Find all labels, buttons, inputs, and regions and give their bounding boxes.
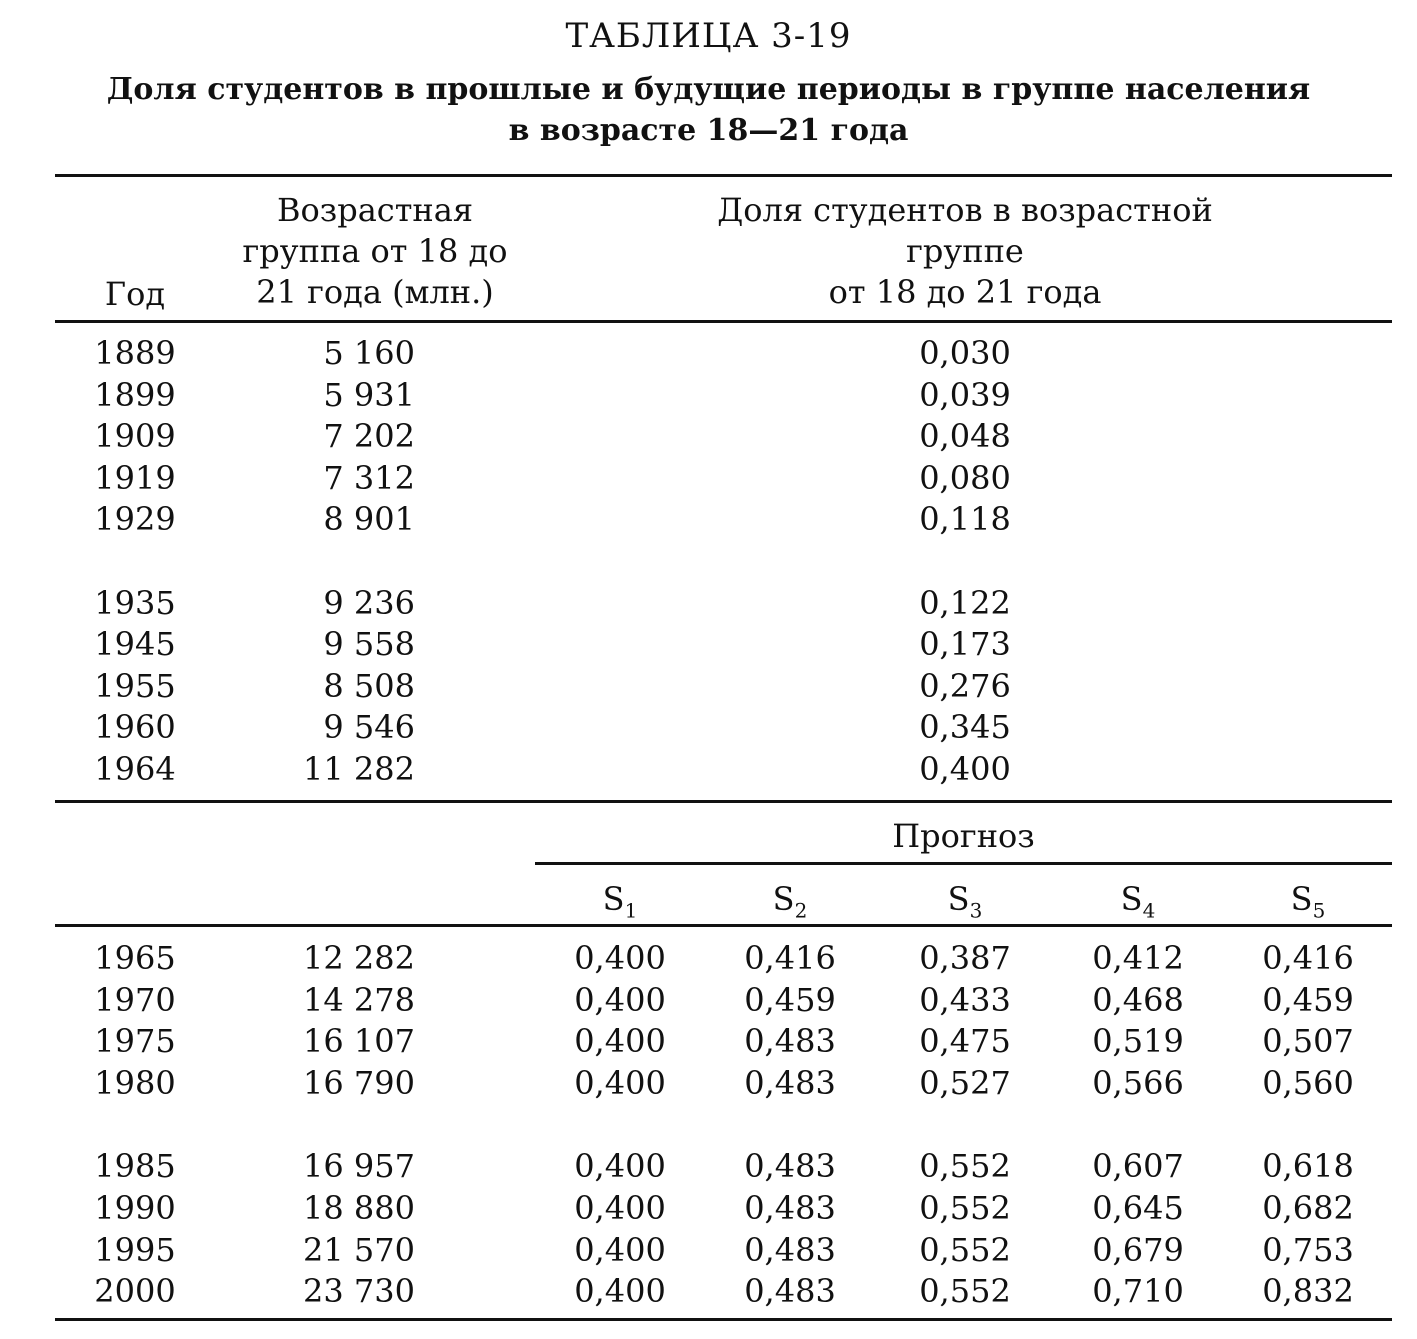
scenario-s1-cell: 0,400	[574, 981, 666, 1019]
year-cell: 1889	[94, 334, 176, 372]
age-group-cell: 18 880	[303, 1189, 415, 1227]
header-share-line: группе	[906, 232, 1024, 270]
share-cell: 0,039	[919, 376, 1011, 414]
header-age-group-line: Возрастная	[276, 191, 473, 229]
scenario-s3-cell: 0,433	[919, 981, 1011, 1019]
age-group-cell: 23 730	[303, 1272, 415, 1310]
scenario-s4-cell: 0,566	[1092, 1064, 1184, 1102]
year-cell: 1990	[94, 1189, 176, 1227]
scenario-s5-cell: 0,618	[1262, 1147, 1354, 1185]
scenario-index: 4	[1142, 898, 1156, 923]
scenario-index: 1	[624, 898, 638, 923]
forecast-rule	[535, 862, 1392, 865]
share-cell: 0,345	[919, 708, 1011, 746]
share-cell: 0,080	[919, 459, 1011, 497]
scenario-letter: S	[947, 880, 970, 918]
historical-bottom-rule	[55, 800, 1392, 803]
share-cell: 0,118	[919, 500, 1011, 538]
scenario-s4-cell: 0,519	[1092, 1022, 1184, 1060]
year-cell: 1929	[94, 500, 176, 538]
share-cell: 0,276	[919, 667, 1011, 705]
scenario-s3-cell: 0,552	[919, 1272, 1011, 1310]
age-group-cell: 7 202	[323, 417, 415, 455]
share-cell: 0,173	[919, 625, 1011, 663]
year-cell: 2000	[94, 1272, 176, 1310]
scenario-s4-cell: 0,607	[1092, 1147, 1184, 1185]
year-cell: 1960	[94, 708, 176, 746]
age-group-cell: 8 901	[323, 500, 415, 538]
scenario-s4-cell: 0,412	[1092, 939, 1184, 977]
year-cell: 1919	[94, 459, 176, 497]
age-group-cell: 16 790	[303, 1064, 415, 1102]
year-cell: 1980	[94, 1064, 176, 1102]
scenario-s1-cell: 0,400	[574, 1022, 666, 1060]
scenario-index: 2	[794, 898, 808, 923]
share-cell: 0,122	[919, 584, 1011, 622]
scenario-index: 5	[1312, 898, 1326, 923]
year-cell: 1995	[94, 1231, 176, 1269]
scenario-s3-cell: 0,475	[919, 1022, 1011, 1060]
scenario-s3-cell: 0,552	[919, 1147, 1011, 1185]
age-group-cell: 7 312	[323, 459, 415, 497]
year-cell: 1975	[94, 1022, 176, 1060]
share-cell: 0,400	[919, 750, 1011, 788]
scenario-index: 3	[969, 898, 983, 923]
header-age-group-line: 21 года (млн.)	[256, 273, 494, 311]
top-rule	[55, 174, 1392, 177]
scenario-s1-cell: 0,400	[574, 1272, 666, 1310]
scenario-s5-cell: 0,459	[1262, 981, 1354, 1019]
scenario-s2-cell: 0,483	[744, 1147, 836, 1185]
age-group-cell: 16 957	[303, 1147, 415, 1185]
year-cell: 1965	[94, 939, 176, 977]
scenario-s3-cell: 0,387	[919, 939, 1011, 977]
year-cell: 1945	[94, 625, 176, 663]
header-rule	[55, 320, 1392, 323]
scenario-letter: S	[602, 880, 625, 918]
scenario-s2-cell: 0,483	[744, 1272, 836, 1310]
scenario-s2-cell: 0,483	[744, 1022, 836, 1060]
scenario-s2-cell: 0,459	[744, 981, 836, 1019]
scenario-s1-cell: 0,400	[574, 1147, 666, 1185]
scenario-s3-cell: 0,552	[919, 1231, 1011, 1269]
table-subtitle-line1: Доля студентов в прошлые и будущие периоды в группе населения	[106, 72, 1311, 107]
table-title: ТАБЛИЦА 3-19	[565, 16, 852, 56]
scenario-header-s5	[1248, 878, 1368, 931]
scenario-s1-cell: 0,400	[574, 1064, 666, 1102]
age-group-cell: 9 558	[323, 625, 415, 663]
age-group-cell: 5 160	[323, 334, 415, 372]
share-cell: 0,048	[919, 417, 1011, 455]
scenario-s4-cell: 0,710	[1092, 1272, 1184, 1310]
header-year: Год	[104, 275, 166, 313]
year-cell: 1985	[94, 1147, 176, 1185]
scenario-s2-cell: 0,483	[744, 1231, 836, 1269]
scenario-s2-cell: 0,483	[744, 1064, 836, 1102]
scenario-s5-cell: 0,832	[1262, 1272, 1354, 1310]
scenario-letter: S	[1120, 880, 1143, 918]
header-forecast: Прогноз	[892, 817, 1035, 855]
scenario-s1-cell: 0,400	[574, 1231, 666, 1269]
age-group-cell: 12 282	[303, 939, 415, 977]
year-cell: 1964	[94, 750, 176, 788]
scenario-letter: S	[1290, 880, 1313, 918]
scenario-s3-cell: 0,527	[919, 1064, 1011, 1102]
scenario-letter: S	[772, 880, 795, 918]
header-age-group-line: группа от 18 до	[242, 232, 508, 270]
header-share-line: Доля студентов в возрастной	[717, 191, 1213, 229]
age-group-cell: 9 236	[323, 584, 415, 622]
year-cell: 1955	[94, 667, 176, 705]
year-cell: 1935	[94, 584, 176, 622]
age-group-cell: 9 546	[323, 708, 415, 746]
share-cell: 0,030	[919, 334, 1011, 372]
scenario-header-s4	[1078, 878, 1198, 931]
scenario-s4-cell: 0,645	[1092, 1189, 1184, 1227]
age-group-cell: 16 107	[303, 1022, 415, 1060]
scenario-s3-cell: 0,552	[919, 1189, 1011, 1227]
year-cell: 1899	[94, 376, 176, 414]
scenario-header-s3	[905, 878, 1025, 931]
scenario-s1-cell: 0,400	[574, 939, 666, 977]
year-cell: 1909	[94, 417, 176, 455]
bottom-rule	[55, 1318, 1392, 1321]
scenario-s5-cell: 0,560	[1262, 1064, 1354, 1102]
scenario-header-s2	[730, 878, 850, 931]
age-group-cell: 21 570	[303, 1231, 415, 1269]
age-group-cell: 5 931	[323, 376, 415, 414]
header-share-line: от 18 до 21 года	[828, 273, 1102, 311]
age-group-cell: 8 508	[323, 667, 415, 705]
scenario-s2-cell: 0,416	[744, 939, 836, 977]
scenario-s4-cell: 0,468	[1092, 981, 1184, 1019]
age-group-cell: 14 278	[303, 981, 415, 1019]
scenario-s5-cell: 0,416	[1262, 939, 1354, 977]
age-group-cell: 11 282	[303, 750, 415, 788]
scenario-s1-cell: 0,400	[574, 1189, 666, 1227]
scenario-s5-cell: 0,507	[1262, 1022, 1354, 1060]
scenario-s4-cell: 0,679	[1092, 1231, 1184, 1269]
scenario-s5-cell: 0,682	[1262, 1189, 1354, 1227]
scenario-s5-cell: 0,753	[1262, 1231, 1354, 1269]
table-subtitle-line2: в возрасте 18—21 года	[508, 113, 909, 148]
scenario-header-s1	[560, 878, 680, 931]
year-cell: 1970	[94, 981, 176, 1019]
scenario-s2-cell: 0,483	[744, 1189, 836, 1227]
